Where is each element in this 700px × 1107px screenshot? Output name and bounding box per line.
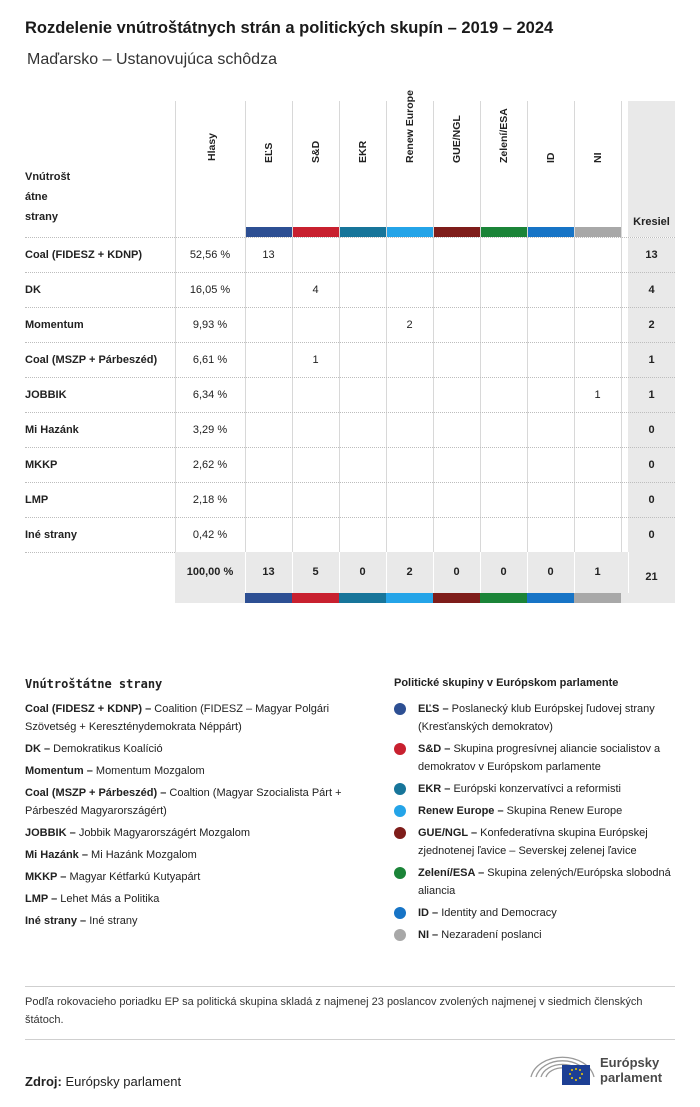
group-seat-cell	[292, 448, 339, 483]
group-total: 0	[547, 566, 554, 578]
group-legend-abbr: Zelení/ESA –	[418, 867, 485, 879]
group-legend-full: Európski konzervatívci a reformisti	[453, 783, 621, 795]
group-total: 2	[406, 566, 413, 578]
group-seat-cell	[480, 238, 527, 273]
table-header	[25, 90, 675, 237]
party-legend-abbr: DK –	[25, 743, 51, 755]
vote-share: 0,42 %	[192, 529, 228, 541]
party-name: Iné strany	[25, 529, 77, 541]
group-total: 0	[500, 566, 507, 578]
party-name: DK	[25, 284, 41, 296]
party-name: LMP	[25, 494, 49, 506]
group-color-dot-icon	[394, 929, 406, 941]
group-seat-cell	[574, 518, 621, 553]
party-name: Coal (FIDESZ + KDNP)	[25, 249, 143, 261]
group-seat-cell	[292, 413, 339, 448]
group-seat-cell	[339, 238, 386, 273]
group-seat-cell	[339, 448, 386, 483]
group-column-header	[245, 101, 292, 227]
table-row	[25, 237, 675, 272]
group-color-dot-icon	[394, 867, 406, 879]
group-color-dot-icon	[394, 783, 406, 795]
group-seat-cell	[339, 413, 386, 448]
votes-column-header	[188, 101, 235, 227]
group-color-dot-icon	[394, 805, 406, 817]
party-header-line: átne	[25, 191, 48, 203]
group-seat-cell	[527, 413, 574, 448]
table-row	[25, 447, 675, 482]
seats-header-label: Kresiel	[633, 216, 670, 228]
group-seat-cell	[527, 273, 574, 308]
group-legend-abbr: Renew Europe –	[418, 805, 504, 817]
vote-share: 3,29 %	[192, 424, 228, 436]
party-column-header	[25, 167, 105, 227]
group-column-header	[386, 90, 433, 227]
group-legend-full: Nezaradení poslanci	[441, 929, 542, 941]
group-seat-cell: 2	[406, 319, 413, 331]
group-color-bar	[433, 593, 480, 603]
party-name: JOBBIK	[25, 389, 67, 401]
group-legend-full: Konfederatívna skupina Európskej zjednotenej ľavice – Severskej zelenej ľavice	[418, 827, 648, 857]
group-legend-full: Skupina progresívnej aliancie socialistov a demokratov v Európskom parlamente	[418, 743, 661, 773]
group-seat-cell	[574, 238, 621, 273]
group-header-label: GUE/NGL	[450, 115, 463, 163]
source-value: Európsky parlament	[65, 1074, 182, 1089]
group-legend-item	[394, 864, 679, 900]
total-seats-cell: 2	[628, 308, 675, 343]
group-seat-cell	[480, 308, 527, 343]
group-total: 1	[594, 566, 601, 578]
groups-legend	[394, 700, 679, 948]
group-color-bar	[339, 593, 386, 603]
group-seat-cell	[245, 308, 292, 343]
table-row	[25, 517, 675, 552]
party-legend-abbr: Momentum –	[25, 765, 93, 777]
total-seats-cell: 0	[628, 518, 675, 553]
logo-line: Európsky	[600, 1055, 660, 1070]
source-line	[25, 1074, 181, 1089]
party-legend-full: Mi Hazánk Mozgalom	[91, 849, 197, 861]
groups-legend-title: Politické skupiny v Európskom parlamente	[394, 677, 619, 689]
party-legend-item	[25, 912, 370, 930]
group-seat-cell	[292, 483, 339, 518]
total-seats-cell: 1	[628, 378, 675, 413]
group-legend-item	[394, 700, 679, 736]
party-name: Mi Hazánk	[25, 424, 79, 436]
table-row	[25, 377, 675, 412]
group-color-bar	[480, 593, 527, 603]
group-color-bar	[433, 227, 480, 237]
group-color-bar	[386, 227, 433, 237]
party-legend-item	[25, 868, 370, 886]
group-seat-cell	[339, 343, 386, 378]
group-seat-cell	[245, 343, 292, 378]
table-row	[25, 482, 675, 517]
group-seat-cell	[433, 448, 480, 483]
vote-share: 16,05 %	[189, 284, 231, 296]
group-color-dot-icon	[394, 907, 406, 919]
total-seats-cell: 0	[628, 483, 675, 518]
table-row	[25, 272, 675, 307]
party-legend-abbr: JOBBIK –	[25, 827, 76, 839]
group-seat-cell	[245, 273, 292, 308]
group-column-header	[480, 101, 527, 227]
party-legend-item	[25, 846, 370, 864]
group-color-dot-icon	[394, 743, 406, 755]
group-seat-cell	[339, 273, 386, 308]
group-seat-cell	[386, 273, 433, 308]
page-title: Rozdelenie vnútroštátnych strán a politických skupín – 2019 – 2024	[25, 19, 554, 37]
group-seat-cell	[245, 518, 292, 553]
group-seat-cell	[527, 448, 574, 483]
group-seat-cell	[480, 378, 527, 413]
vote-share: 2,62 %	[192, 459, 228, 471]
total-seats: 21	[645, 571, 658, 583]
group-seat-cell	[245, 413, 292, 448]
divider	[25, 1039, 675, 1040]
total-seats-cell: 4	[628, 273, 675, 308]
group-seat-cell	[527, 518, 574, 553]
party-legend-item	[25, 740, 370, 758]
group-column-header	[574, 101, 621, 227]
group-seat-cell	[292, 378, 339, 413]
group-legend-item	[394, 904, 679, 922]
group-color-bar	[245, 227, 292, 237]
group-seat-cell	[480, 483, 527, 518]
party-legend-abbr: MKKP –	[25, 871, 67, 883]
party-legend-full: Lehet Más a Politika	[60, 893, 160, 905]
parties-legend-title: Vnútroštátne strany	[25, 677, 163, 691]
table-row	[25, 342, 675, 377]
group-seat-cell	[574, 483, 621, 518]
group-seat-cell	[480, 343, 527, 378]
group-seat-cell	[245, 483, 292, 518]
group-seat-cell	[339, 308, 386, 343]
party-legend-full: Coaltion (Magyar Szocialista Párt + Párbeszéd Magyarországért)	[25, 787, 342, 817]
party-legend-full: Iné strany	[89, 915, 138, 927]
group-legend-item	[394, 802, 679, 820]
total-seats-cell: 0	[628, 413, 675, 448]
logo-line: parlament	[600, 1070, 663, 1085]
group-color-bar	[574, 227, 621, 237]
group-color-bar	[574, 593, 621, 603]
group-color-dot-icon	[394, 827, 406, 839]
group-color-bar	[480, 227, 527, 237]
group-color-bar	[527, 593, 574, 603]
total-seats-cell: 1	[628, 343, 675, 378]
party-legend-full: Demokratikus Koalíció	[53, 743, 163, 755]
group-seat-cell	[574, 413, 621, 448]
group-color-bar	[339, 227, 386, 237]
divider	[25, 986, 675, 987]
group-seat-cell	[527, 308, 574, 343]
page-subtitle: Maďarsko – Ustanovujúca schôdza	[27, 51, 277, 68]
group-seat-cell	[386, 483, 433, 518]
group-seat-cell	[527, 483, 574, 518]
group-color-bar	[292, 227, 339, 237]
vote-share: 6,34 %	[192, 389, 228, 401]
group-seat-cell: 1	[594, 389, 601, 401]
group-seat-cell	[480, 518, 527, 553]
totals-row	[175, 552, 675, 603]
group-seat-cell	[339, 518, 386, 553]
group-seat-cell	[574, 343, 621, 378]
group-seat-cell	[574, 448, 621, 483]
parliament-hemicycle-icon	[528, 1047, 598, 1089]
group-seat-cell	[386, 518, 433, 553]
group-seat-cell	[433, 518, 480, 553]
group-legend-abbr: EKR –	[418, 783, 451, 795]
group-color-dot-icon	[394, 703, 406, 715]
party-legend-item	[25, 762, 370, 780]
group-legend-item	[394, 824, 679, 860]
group-seat-cell	[386, 343, 433, 378]
party-header-line: strany	[25, 211, 59, 223]
group-seat-cell	[433, 483, 480, 518]
group-color-bar	[386, 593, 433, 603]
group-seat-cell	[433, 378, 480, 413]
group-seat-cell	[386, 448, 433, 483]
party-legend-item	[25, 890, 370, 908]
group-seat-cell: 13	[262, 249, 275, 261]
party-name: MKKP	[25, 459, 58, 471]
group-column-header	[339, 101, 386, 227]
parties-legend	[25, 700, 370, 934]
group-seat-cell	[386, 378, 433, 413]
group-color-bar	[292, 593, 339, 603]
party-legend-abbr: LMP –	[25, 893, 58, 905]
vote-share: 9,93 %	[192, 319, 228, 331]
group-header-label: Zelení/ESA	[497, 108, 510, 163]
group-color-bar	[527, 227, 574, 237]
party-legend-abbr: Iné strany –	[25, 915, 87, 927]
seats-column-header	[628, 101, 675, 237]
group-legend-abbr: GUE/NGL –	[418, 827, 478, 839]
group-legend-full: Poslanecký klub Európskej ľudovej strany (Kresťanských demokratov)	[418, 703, 655, 733]
vote-share: 6,61 %	[192, 354, 228, 366]
group-legend-item	[394, 740, 679, 776]
party-legend-full: Coalition (FIDESZ – Magyar Polgári Szövetség + Kereszténydemokrata Néppárt)	[25, 703, 330, 733]
group-seat-cell	[245, 448, 292, 483]
group-seat-cell	[339, 483, 386, 518]
seat-distribution-table	[25, 90, 675, 603]
group-seat-cell: 1	[312, 354, 319, 366]
group-seat-cell	[433, 308, 480, 343]
party-legend-full: Magyar Kétfarkú Kutyapárt	[69, 871, 201, 883]
group-legend-full: Skupina Renew Europe	[506, 805, 623, 817]
group-legend-abbr: EĽS –	[418, 703, 449, 715]
group-legend-abbr: S&D –	[418, 743, 451, 755]
group-seat-cell	[433, 238, 480, 273]
group-column-header	[433, 101, 480, 227]
group-header-label: EĽS	[262, 142, 275, 163]
party-legend-full: Jobbik Magyarországért Mozgalom	[78, 827, 250, 839]
group-seat-cell	[292, 518, 339, 553]
group-legend-item	[394, 780, 679, 798]
party-header-line: Vnútrošt	[25, 171, 71, 183]
group-seat-cell	[574, 308, 621, 343]
group-seat-cell	[433, 343, 480, 378]
group-seat-cell	[339, 378, 386, 413]
group-seat-cell: 4	[312, 284, 319, 296]
group-column-header	[292, 101, 339, 227]
group-legend-full: Skupina zelených/Európska slobodná aliancia	[418, 867, 671, 897]
group-seat-cell	[574, 273, 621, 308]
vote-share: 2,18 %	[192, 494, 228, 506]
group-seat-cell	[292, 238, 339, 273]
group-color-bar	[245, 593, 292, 603]
logo-wordmark	[600, 1055, 662, 1085]
party-legend-abbr: Mi Hazánk –	[25, 849, 88, 861]
group-seat-cell	[292, 308, 339, 343]
group-legend-item	[394, 926, 679, 944]
group-total: 13	[262, 566, 275, 578]
group-seat-cell	[480, 273, 527, 308]
group-seat-cell	[527, 238, 574, 273]
party-legend-item	[25, 700, 370, 736]
footnote: Podľa rokovacieho poriadku EP sa politická skupina skladá z najmenej 23 poslancov zvolených najmenej v siedmich členských štátoch.	[25, 996, 643, 1026]
group-header-label: NI	[591, 152, 604, 163]
group-seat-cell	[433, 413, 480, 448]
group-seat-cell	[386, 238, 433, 273]
group-total: 5	[312, 566, 319, 578]
votes-header-label: Hlasy	[205, 132, 218, 161]
group-seat-cell	[245, 378, 292, 413]
group-total: 0	[359, 566, 366, 578]
group-legend-full: Identity and Democracy	[441, 907, 557, 919]
party-name: Momentum	[25, 319, 84, 331]
vote-share: 52,56 %	[189, 249, 231, 261]
group-legend-abbr: ID –	[418, 907, 439, 919]
group-seat-cell	[527, 343, 574, 378]
group-column-header	[527, 101, 574, 227]
total-seats-cell: 13	[628, 238, 675, 273]
party-name: Coal (MSZP + Párbeszéd)	[25, 354, 158, 366]
group-header-label: Renew Europe	[403, 90, 416, 163]
group-total: 0	[453, 566, 460, 578]
party-legend-item	[25, 784, 370, 820]
total-votes: 100,00 %	[186, 566, 234, 578]
group-legend-abbr: NI –	[418, 929, 439, 941]
table-row	[25, 412, 675, 447]
group-header-label: EKR	[356, 140, 369, 163]
source-label: Zdroj:	[25, 1074, 62, 1089]
party-legend-item	[25, 824, 370, 842]
group-seat-cell	[480, 413, 527, 448]
party-legend-full: Momentum Mozgalom	[95, 765, 205, 777]
total-seats-cell: 0	[628, 448, 675, 483]
party-legend-abbr: Coal (FIDESZ + KDNP) –	[25, 703, 152, 715]
group-header-label: S&D	[309, 140, 322, 163]
table-row	[25, 307, 675, 342]
party-legend-abbr: Coal (MSZP + Párbeszéd) –	[25, 787, 167, 799]
group-seat-cell	[386, 413, 433, 448]
group-seat-cell	[480, 448, 527, 483]
group-seat-cell	[433, 273, 480, 308]
group-header-label: ID	[544, 152, 557, 163]
group-seat-cell	[527, 378, 574, 413]
